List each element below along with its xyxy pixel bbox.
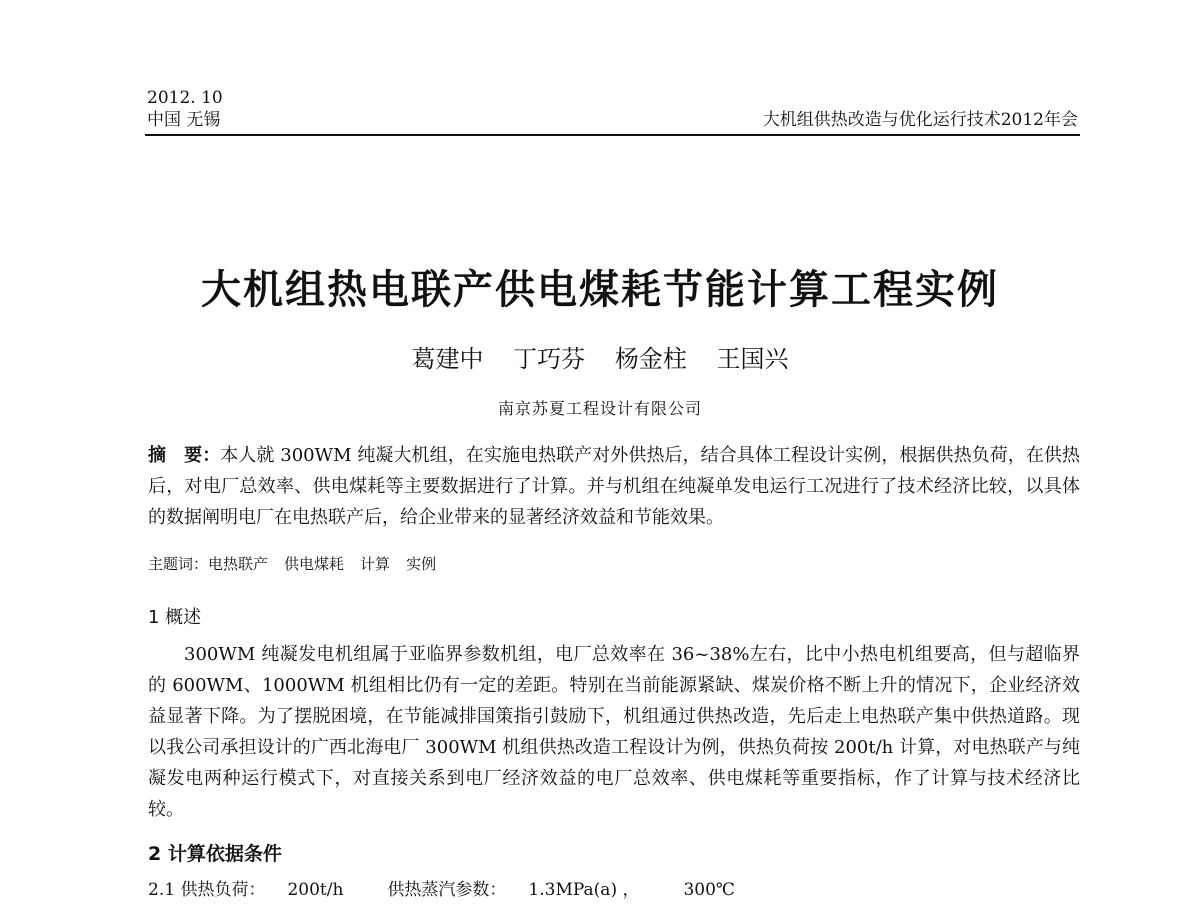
keyword: 计算: [360, 555, 391, 573]
abstract-text: 本人就 300WM 纯凝大机组，在实施电热联产对外供热后，结合具体工程设计实例，根据供热负荷，在供热后，对电厂总效率、供电煤耗等主要数据进行了计算。并与机组在纯凝单发电运行工况进行了技术经济比较，以具体的数据阐明电厂在电热联产后，给企业带来的显著经济效益和节能效果。: [148, 445, 1081, 528]
header-date: 2012. 10: [147, 88, 223, 108]
abstract: [148, 440, 1080, 533]
steam-param: [387, 880, 661, 900]
keyword: 供电煤耗: [284, 555, 345, 573]
author: 丁巧芬: [513, 345, 586, 373]
heat-load-value: 200t/h: [287, 880, 344, 900]
author: 杨金柱: [614, 345, 687, 373]
steam-param-label: 供热蒸汽参数：: [387, 880, 507, 900]
section-1-heading: 1 概述: [148, 607, 202, 628]
steam-param-value: 1.3MPa(a) ，: [528, 880, 640, 900]
affiliation: 南京苏夏工程设计有限公司: [497, 399, 702, 418]
author: 王国兴: [716, 345, 789, 373]
paper-title: 大机组热电联产供电煤耗节能计算工程实例: [201, 267, 999, 313]
keywords-label: 主题词：: [148, 555, 209, 573]
header-divider: [145, 134, 1080, 136]
keyword: 实例: [406, 555, 437, 573]
heat-load-label: [148, 880, 365, 900]
header-conference: 大机组供热改造与优化运行技术2012年会: [762, 110, 1078, 130]
heat-load-title: 2.1 供热负荷：: [148, 880, 266, 900]
keywords: [148, 553, 452, 575]
section-2-heading: 2 计算依据条件: [148, 843, 282, 865]
subsection-2-1: [148, 878, 757, 902]
steam-temp: 300℃: [683, 880, 735, 900]
running-header-left: [147, 87, 223, 131]
abstract-label: 摘 要：: [148, 445, 221, 466]
header-location: 中国 无锡: [147, 110, 221, 130]
section-1-paragraph: 300WM 纯凝发电机组属于亚临界参数机组，电厂总效率在 36~38%左右，比中小热电机组要高，但与超临界的 600WM、1000WM 机组相比仍有一定的差距。特别在当前能源紧缺、煤炭价格不断上升的情况下，企业经济效益显著下降。为了摆脱困境，在节能减排国策指引鼓励下，机组通过供热改造，先后走上电热联产集中供热道路。现以我公司承担设计的广西北海电厂 300WM 机组供热改造工程设计为例，供热负荷按 200t/h 计算，对电热联产与纯凝发电两种运行模式下，对直接关系到电厂经济效益的电厂总效率、供电煤耗等重要指标，作了计算与技术经济比较。: [148, 644, 1080, 820]
author: 葛建中: [411, 345, 484, 373]
author-list: [0, 343, 1200, 375]
keyword: 电热联产: [208, 555, 269, 573]
